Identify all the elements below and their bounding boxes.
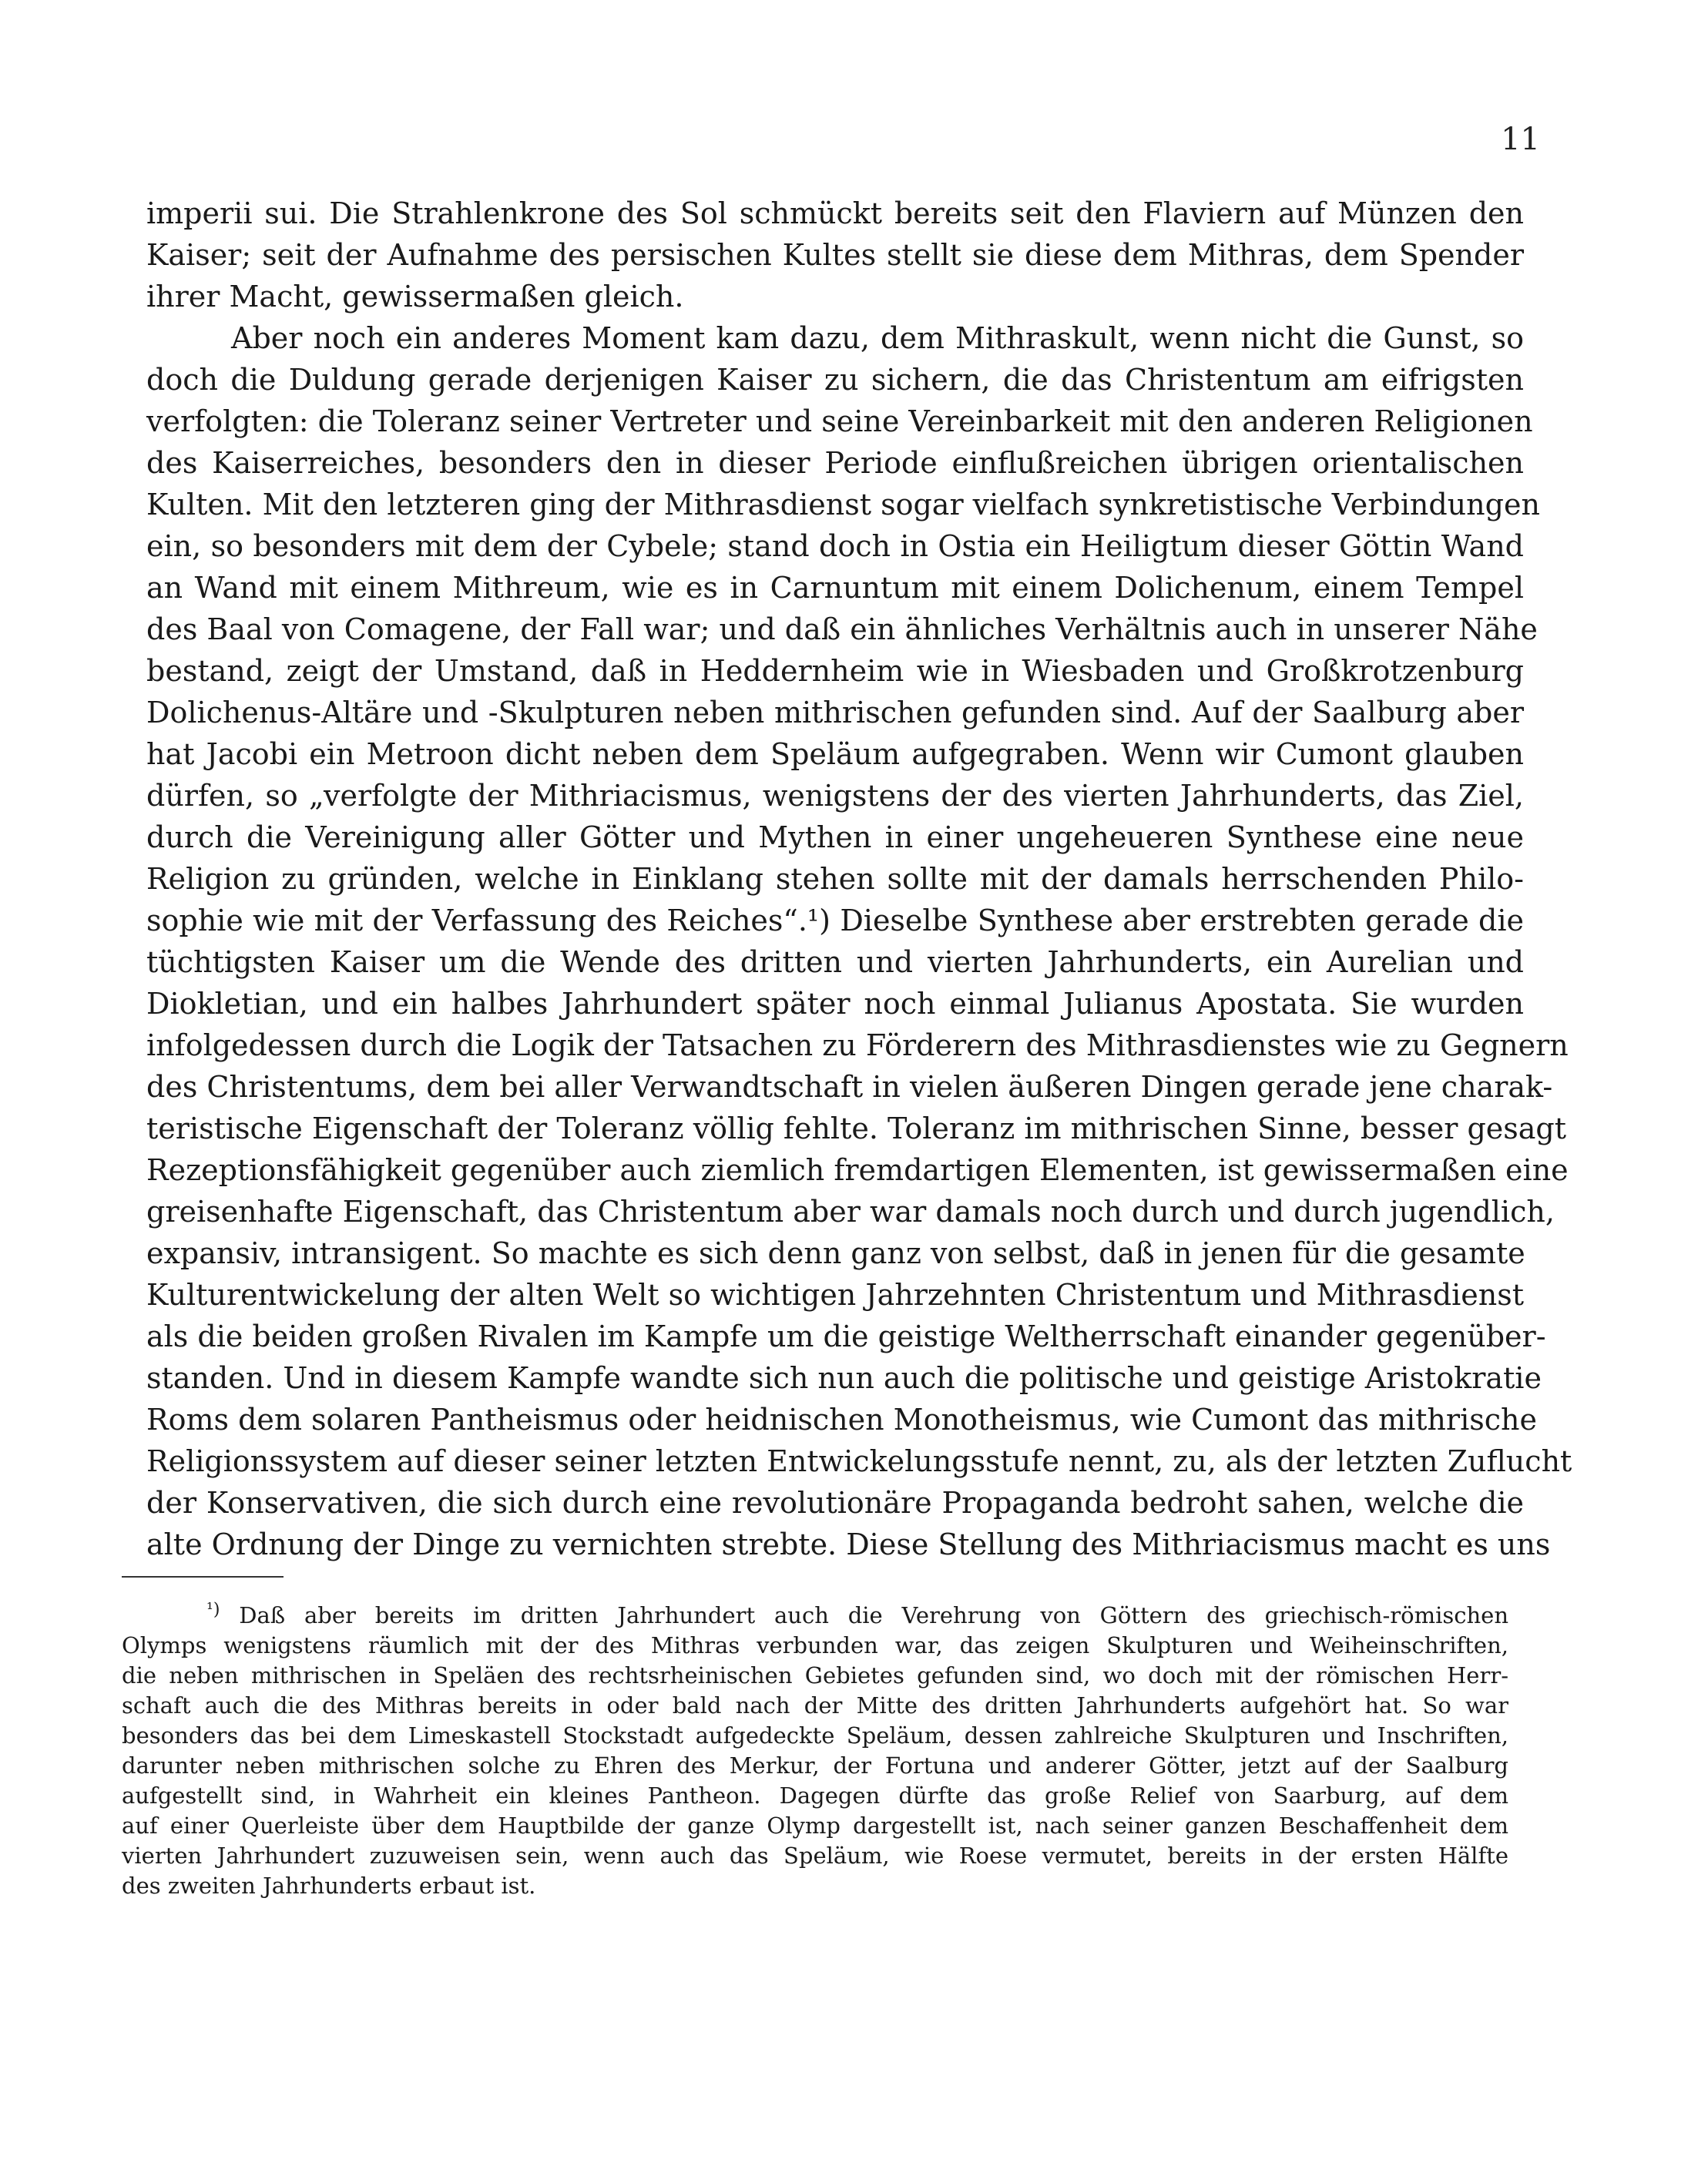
footnote-line: des zweiten Jahrhunderts erbaut ist. [122,1873,536,1899]
footnote-marker: ¹) [206,1600,220,1620]
body-line: expansiv, intransigent. So machte es sich denn ganz von selbst, daß in jenen für die gesamte [146,1236,1525,1270]
body-line: Religion zu gründen, welche in Einklang stehen sollte mit der damals herrschenden Philo- [146,862,1524,896]
footnote-line: Olymps wenigstens räumlich mit der des Mithras verbunden war, das zeigen Skulpturen und Weiheinschriften, [122,1632,1508,1658]
body-text [146,193,1572,1565]
body-line: Rezeptionsfähigkeit gegenüber auch ziemlich fremdartigen Elementen, ist gewissermaßen eine [146,1153,1569,1187]
body-line: durch die Vereinigung aller Götter und Mythen in einer ungeheueren Synthese eine neue [146,820,1524,854]
body-line: an Wand mit einem Mithreum, wie es in Carnuntum mit einem Dolichenum, einem Tempel [146,571,1524,605]
body-line: Kulturentwickelung der alten Welt so wichtigen Jahrzehnten Christentum und Mithrasdienst [146,1278,1524,1312]
body-line: des Christentums, dem bei aller Verwandtschaft in vielen äußeren Dingen gerade jene charak- [146,1070,1553,1104]
body-line: imperii sui. Die Strahlenkrone des Sol schmückt bereits seit den Flaviern auf Münzen den [146,196,1524,230]
body-line: dürfen, so „verfolgte der Mithriacismus, wenigstens der des vierten Jahrhunderts, das Ziel, [146,779,1524,813]
footnote-line: auf einer Querleiste über dem Hauptbilde der ganze Olymp dargestellt ist, nach seiner ganzen Beschaffenheit dem [122,1813,1508,1839]
body-line: alte Ordnung der Dinge zu vernichten strebte. Diese Stellung des Mithriacismus macht es uns [146,1528,1551,1561]
footnote-line: vierten Jahrhundert zuzuweisen sein, wenn auch das Speläum, wie Roese vermutet, bereits in der ersten Hälfte [122,1843,1508,1869]
body-line: verfolgten: die Toleranz seiner Vertreter und seine Vereinbarkeit mit den anderen Religionen [146,404,1533,438]
body-line: Aber noch ein anderes Moment kam dazu, dem Mithraskult, wenn nicht die Gunst, so [231,321,1524,355]
body-line: tüchtigsten Kaiser um die Wende des dritten und vierten Jahrhunderts, ein Aurelian und [146,945,1524,979]
body-line: bestand, zeigt der Umstand, daß in Heddernheim wie in Wiesbaden und Großkrotzenburg [146,654,1524,688]
body-line: der Konservativen, die sich durch eine revolutionäre Propaganda bedroht sahen, welche die [146,1486,1524,1520]
footnote-line: besonders das bei dem Limeskastell Stockstadt aufgedeckte Speläum, dessen zahlreiche Skulpturen und Inschriften, [122,1722,1508,1749]
footnote-line: die neben mithrischen in Speläen des rechtsrheinischen Gebietes gefunden sind, wo doch mit der römischen Herr- [122,1662,1508,1688]
body-line: ihrer Macht, gewissermaßen gleich. [146,280,684,314]
body-line: des Baal von Comagene, der Fall war; und daß ein ähnliches Verhältnis auch in unserer Nähe [146,612,1538,646]
body-line: hat Jacobi ein Metroon dicht neben dem Speläum aufgegraben. Wenn wir Cumont glauben [146,737,1524,771]
body-line: Dolichenus-Altäre und -Skulpturen neben mithrischen gefunden sind. Auf der Saalburg aber [146,696,1524,729]
body-line: teristische Eigenschaft der Toleranz völlig fehlte. Toleranz im mithrischen Sinne, besser gesagt [146,1112,1567,1145]
body-line: Roms dem solaren Pantheismus oder heidnischen Monotheismus, wie Cumont das mithrische [146,1403,1537,1437]
footnote-line: schaft auch die des Mithras bereits in oder bald nach der Mitte des dritten Jahrhunderts aufgehört hat. So war [122,1692,1508,1719]
body-line: ein, so besonders mit dem der Cybele; stand doch in Ostia ein Heiligtum dieser Göttin Wand [146,529,1524,563]
page-number: 11 [1501,122,1540,157]
footnotes [122,1601,1508,1901]
body-line: Religionssystem auf dieser seiner letzten Entwickelungsstufe nennt, zu, als der letzten Zuflucht [146,1444,1572,1478]
footnote-line: aufgestellt sind, in Wahrheit ein kleines Pantheon. Dagegen dürfte das große Relief von Saarburg, auf dem [122,1782,1508,1809]
body-line: Kulten. Mit den letzteren ging der Mithrasdienst sogar vielfach synkretistische Verbindungen [146,488,1540,521]
body-line: Diokletian, und ein halbes Jahrhundert später noch einmal Julianus Apostata. Sie wurden [146,987,1524,1021]
body-line: als die beiden großen Rivalen im Kampfe um die geistige Weltherrschaft einander gegenüber- [146,1320,1546,1353]
body-line: Kaiser; seit der Aufnahme des persischen Kultes stellt sie diese dem Mithras, dem Spender [146,238,1524,272]
body-line: standen. Und in diesem Kampfe wandte sich nun auch die politische und geistige Aristokratie [146,1361,1542,1395]
footnote-divider [122,1576,284,1578]
body-line: infolgedessen durch die Logik der Tatsachen zu Förderern des Mithrasdienstes wie zu Gegnern [146,1028,1569,1062]
body-line: greisenhafte Eigenschaft, das Christentum aber war damals noch durch und durch jugendlich, [146,1195,1555,1229]
body-line: sophie wie mit der Verfassung des Reiches“.¹) Dieselbe Synthese aber erstrebten gerade die [146,904,1524,937]
body-line: des Kaiserreiches, besonders den in dieser Periode einflußreichen übrigen orientalischen [146,446,1524,480]
footnote-line [122,1601,1508,1631]
footnote-text: Daß aber bereits im dritten Jahrhundert auch die Verehrung von Göttern des griechisch-römischen [239,1602,1509,1628]
footnote-line: darunter neben mithrischen solche zu Ehren des Merkur, der Fortuna und anderer Götter, jetzt auf der Saalburg [122,1752,1508,1779]
body-line: doch die Duldung gerade derjenigen Kaiser zu sichern, die das Christentum am eifrigsten [146,363,1524,397]
